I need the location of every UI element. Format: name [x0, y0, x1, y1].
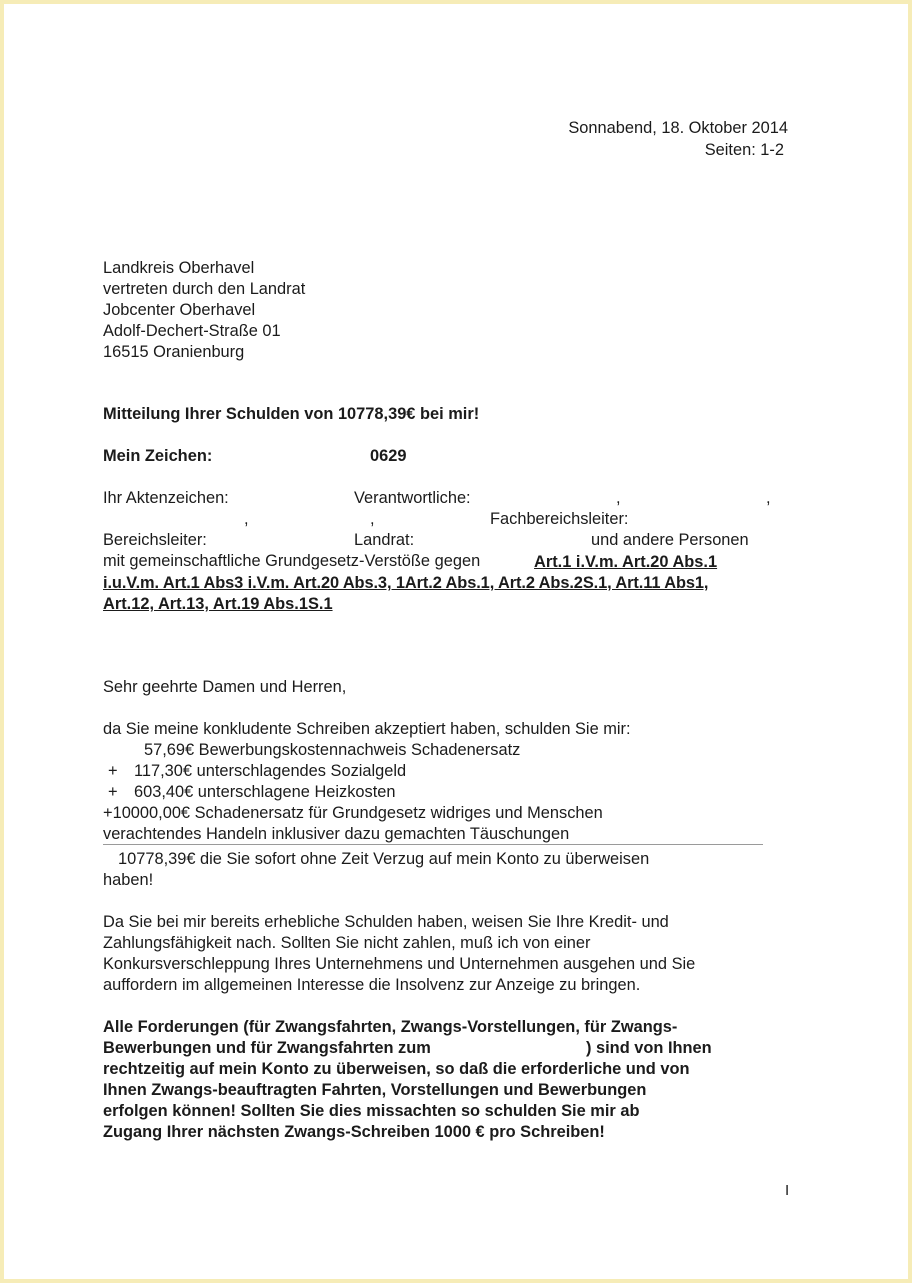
separator-comma: ,	[766, 489, 771, 507]
bold-paragraph-line: rechtzeitig auf mein Konto zu überweisen, so daß die erforderliche und von	[103, 1060, 690, 1078]
debts-intro: da Sie meine konkludente Schreiben akzeptiert haben, schulden Sie mir:	[103, 720, 631, 738]
articles-line: Art.1 i.V.m. Art.20 Abs.1	[534, 553, 718, 571]
separator-comma: ,	[370, 510, 375, 528]
bold-paragraph-line: Zugang Ihrer nächsten Zwangs-Schreiben 1000 € pro Schreiben!	[103, 1123, 605, 1141]
paragraph-line: Da Sie bei mir bereits erhebliche Schulden haben, weisen Sie Ihre Kredit- und	[103, 913, 669, 931]
landrat-label: Landrat:	[354, 531, 415, 549]
recipient-line: vertreten durch den Landrat	[103, 280, 306, 298]
bold-paragraph-line: Alle Forderungen (für Zwangsfahrten, Zwangs-Vorstellungen, für Zwangs-	[103, 1018, 678, 1036]
debt-total: 10778,39€ die Sie sofort ohne Zeit Verzug auf mein Konto zu überweisen	[118, 850, 650, 868]
debt-item: +10000,00€ Schadenersatz für Grundgesetz widriges und Menschen	[103, 804, 603, 822]
fachbereichsleiter-label: Fachbereichsleiter:	[490, 510, 629, 528]
letter-page	[4, 4, 908, 1279]
plus-sign: +	[108, 762, 118, 780]
paragraph-line: Konkursverschleppung Ihres Unternehmens und Unternehmen ausgehen und Sie	[103, 955, 696, 973]
recipient-line: Landkreis Oberhavel	[103, 259, 255, 277]
separator-comma: ,	[244, 510, 249, 528]
recipient-line: Adolf-Dechert-Straße 01	[103, 322, 281, 340]
bold-paragraph-line: Bewerbungen und für Zwangsfahrten zum	[103, 1039, 431, 1057]
bold-paragraph-line: erfolgen können! Sollten Sie dies missachten so schulden Sie mir ab	[103, 1102, 640, 1120]
reference-label: Mein Zeichen:	[103, 447, 213, 465]
plus-sign: +	[108, 783, 118, 801]
debt-item: verachtendes Handeln inklusiver dazu gemachten Täuschungen	[103, 825, 570, 843]
andere-personen: und andere Personen	[591, 531, 749, 549]
violations-intro: mit gemeinschaftliche Grundgesetz-Verstöße gegen	[103, 552, 481, 570]
verantwortliche-label: Verantwortliche:	[354, 489, 471, 507]
bold-paragraph-line: Ihnen Zwangs-beauftragten Fahrten, Vorstellungen und Bewerbungen	[103, 1081, 647, 1099]
bereichsleiter-label: Bereichsleiter:	[103, 531, 207, 549]
paragraph-line: Zahlungsfähigkeit nach. Sollten Sie nicht zahlen, muß ich von einer	[103, 934, 591, 952]
subject-line: Mitteilung Ihrer Schulden von 10778,39€ bei mir!	[103, 405, 480, 423]
recipient-line: Jobcenter Oberhavel	[103, 301, 256, 319]
articles-line: i.u.V.m. Art.1 Abs3 i.V.m. Art.20 Abs.3, 1Art.2 Abs.1, Art.2 Abs.2S.1, Art.11 Abs1,	[103, 574, 709, 592]
page-count: Seiten: 1-2	[704, 141, 784, 159]
letter-date: Sonnabend, 18. Oktober 2014	[568, 119, 788, 137]
debt-item: 57,69€ Bewerbungskostennachweis Schadenersatz	[144, 741, 521, 759]
reference-value: 0629	[370, 447, 407, 465]
aktenzeichen-label: Ihr Aktenzeichen:	[103, 489, 229, 507]
bold-paragraph-line: ) sind von Ihnen	[586, 1039, 712, 1057]
salutation: Sehr geehrte Damen und Herren,	[103, 678, 347, 696]
sum-rule	[103, 844, 763, 845]
debt-item: 603,40€ unterschlagene Heizkosten	[134, 783, 396, 801]
articles-line: Art.12, Art.13, Art.19 Abs.1S.1	[103, 595, 333, 613]
debt-total-cont: haben!	[103, 871, 154, 889]
separator-comma: ,	[616, 489, 621, 507]
footer-mark: I	[785, 1182, 790, 1199]
debt-item: 117,30€ unterschlagendes Sozialgeld	[134, 762, 407, 780]
recipient-line: 16515 Oranienburg	[103, 343, 245, 361]
paragraph-line: auffordern im allgemeinen Interesse die Insolvenz zur Anzeige zu bringen.	[103, 976, 641, 994]
